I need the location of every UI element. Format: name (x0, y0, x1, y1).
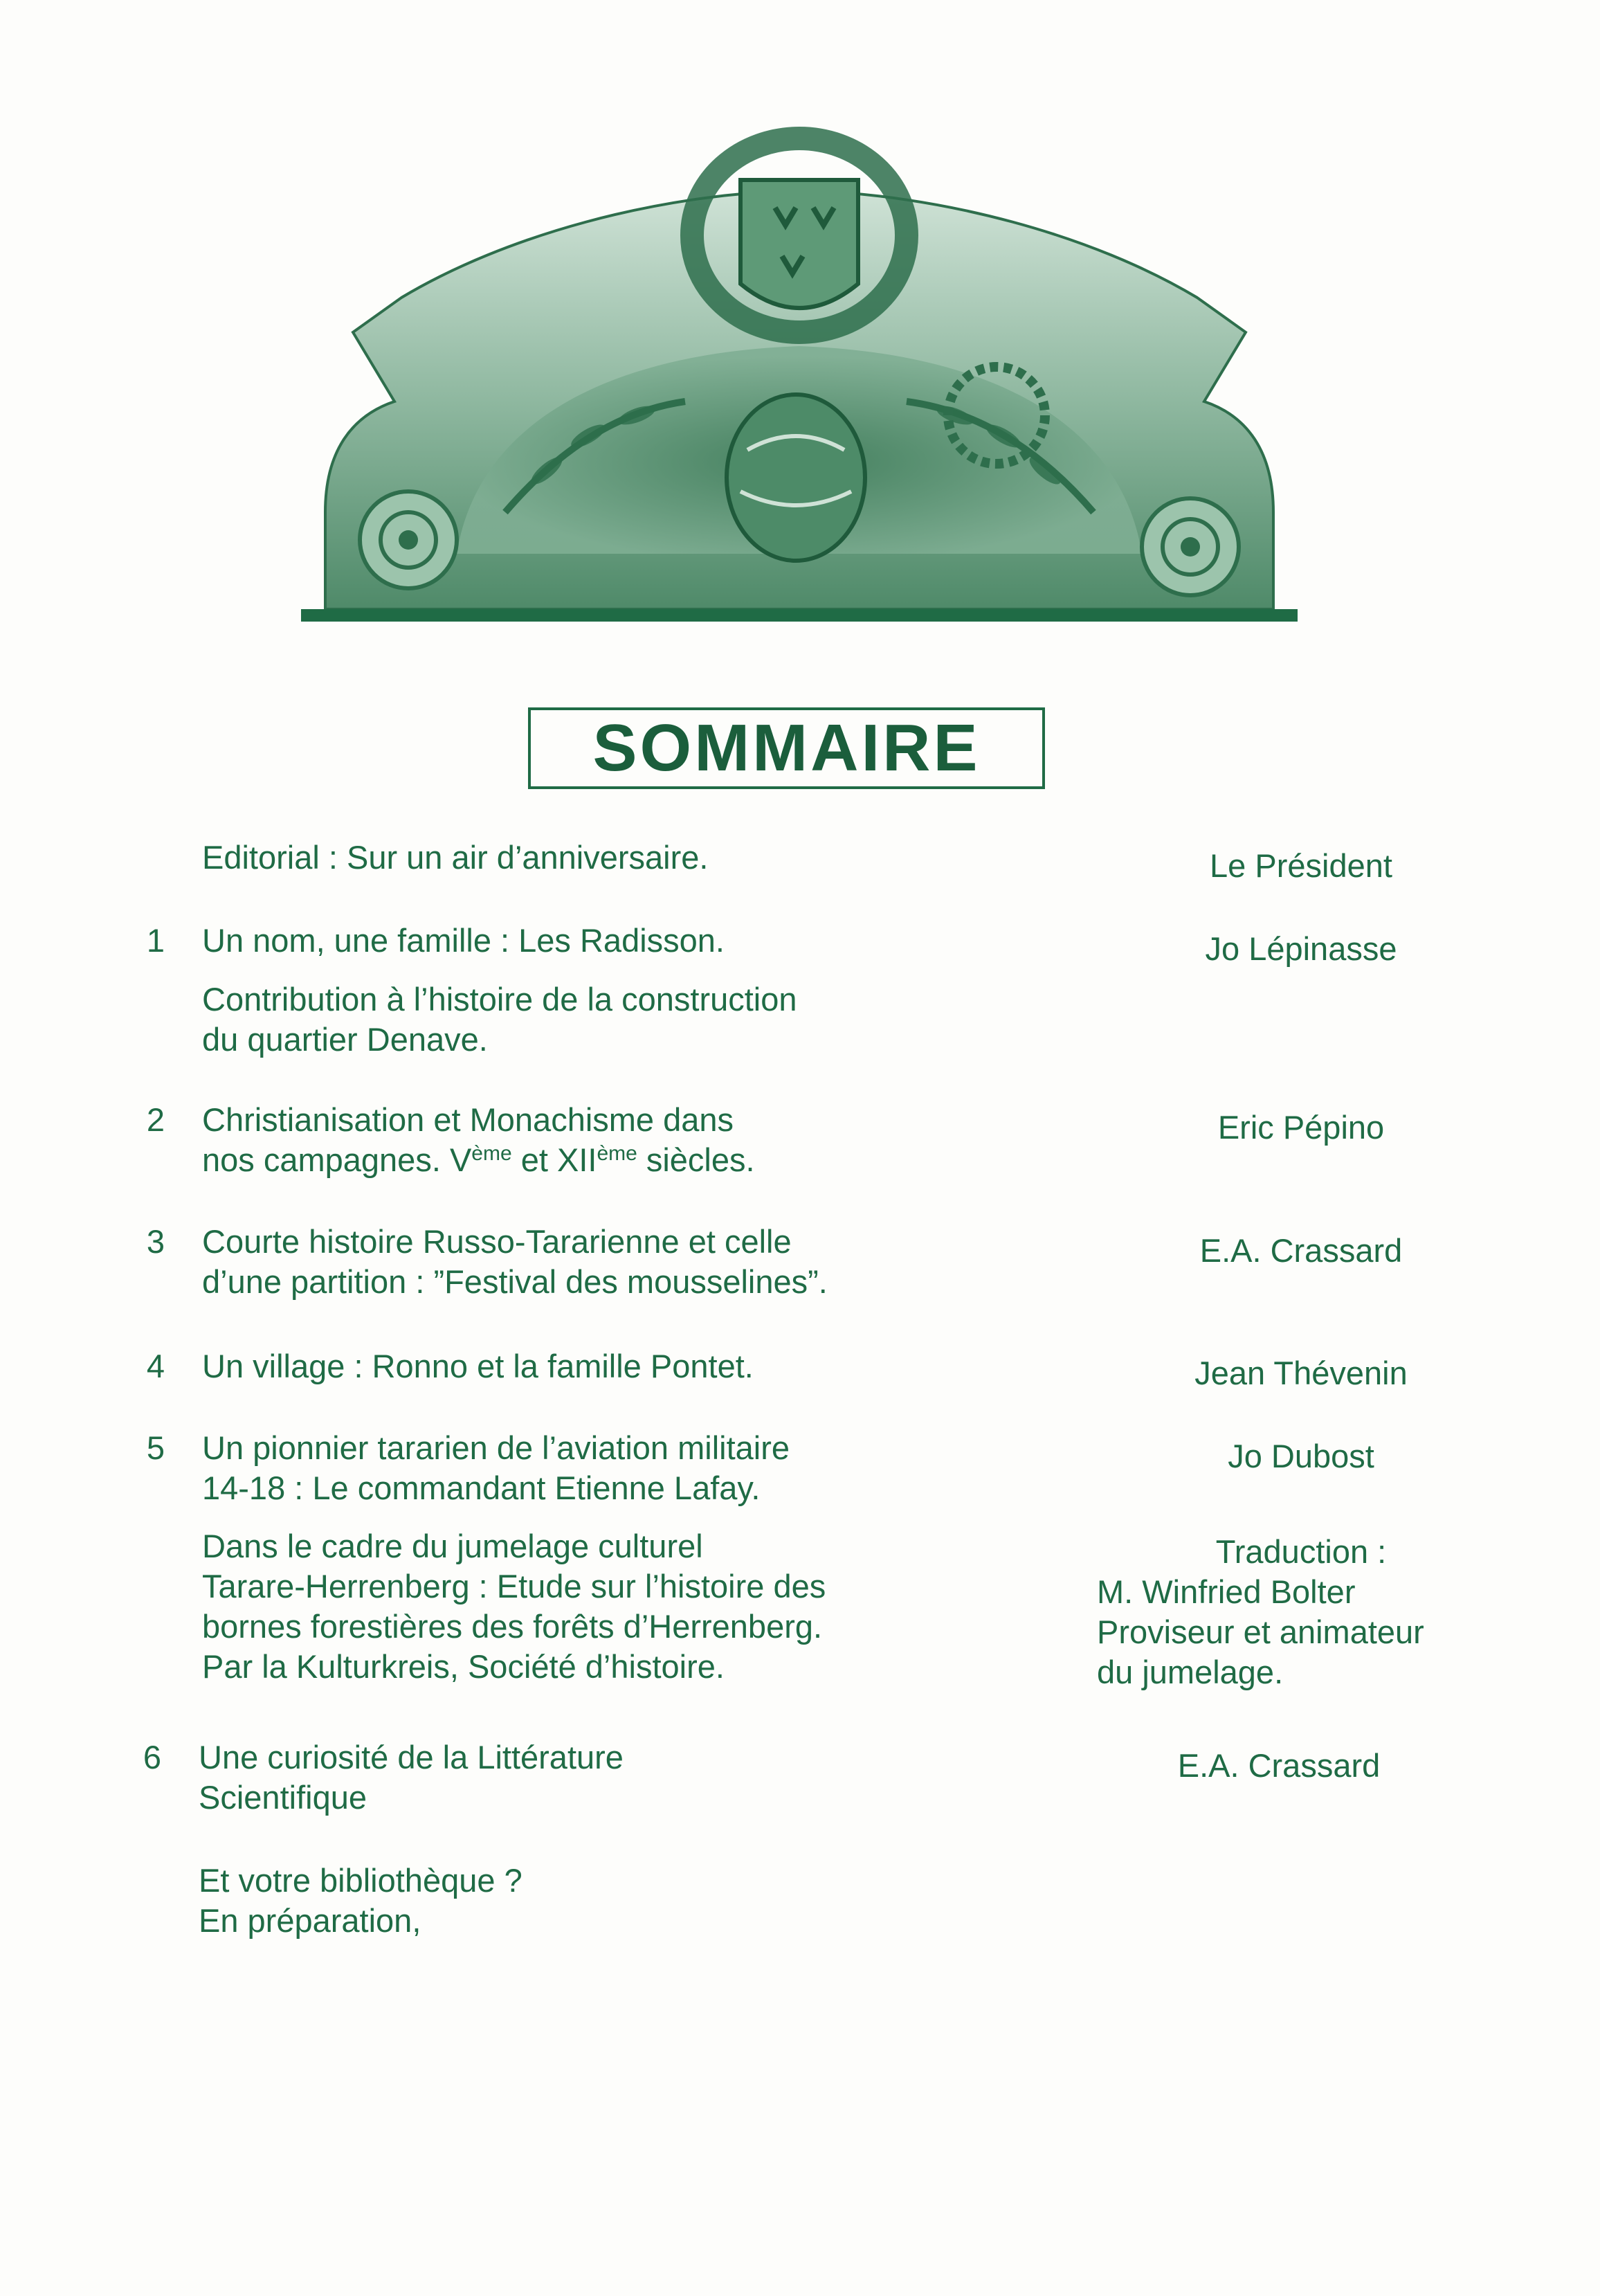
entry-line: Editorial : Sur un air d’anniversaire. (202, 839, 709, 876)
toc-entry-2 (202, 1100, 755, 1180)
entry-line: Dans le cadre du jumelage culturel (202, 1528, 703, 1564)
entry-line: Contribution à l’histoire de la construction (202, 981, 797, 1018)
toc-entry-editorial (202, 838, 708, 878)
entry-line: Par la Kulturkreis, Société d’histoire. (202, 1648, 725, 1685)
toc-entry-4 (202, 1346, 754, 1386)
entry-line: d’une partition : ”Festival des mousselines”. (202, 1263, 828, 1300)
entry-author-line: du jumelage. (1097, 1654, 1284, 1690)
toc-entry-5 (202, 1428, 790, 1508)
entry-author: Jean Thévenin (1194, 1355, 1408, 1391)
sommaire-title-box (528, 707, 1045, 789)
entry-line: Un nom, une famille : Les Radisson. (202, 922, 725, 959)
toc-entry-5-sub (202, 1526, 826, 1687)
carved-pediment-illustration (298, 125, 1301, 637)
toc-entry-bibliotheque (199, 1861, 522, 1941)
entry-line: Un pionnier tararien de l’aviation militaire (202, 1429, 790, 1466)
entry-line: nos campagnes. Vème et XIIème siècles. (202, 1141, 755, 1178)
entry-line: Et votre bibliothèque ? (199, 1862, 522, 1899)
entry-number: 2 (146, 1101, 165, 1138)
entry-line: Scientifique (199, 1779, 367, 1816)
entry-line: bornes forestières des forêts d’Herrenberg. (202, 1608, 823, 1645)
entry-author-line: Proviseur et animateur (1097, 1613, 1424, 1650)
entry-number: 4 (146, 1348, 165, 1384)
entry-author: E.A. Crassard (1177, 1747, 1381, 1784)
entry-line: Christianisation et Monachisme dans (202, 1101, 734, 1138)
entry-author: Traduction : (1215, 1533, 1387, 1570)
entry-line: Un village : Ronno et la famille Pontet. (202, 1348, 754, 1384)
entry-line: Une curiosité de la Littérature (199, 1739, 624, 1775)
toc-entry-3 (202, 1222, 828, 1302)
entry-author-line: M. Winfried Bolter (1097, 1573, 1356, 1610)
entry-number: 3 (146, 1223, 165, 1260)
entry-line: Courte histoire Russo-Tararienne et celle (202, 1223, 792, 1260)
toc-entry-1 (202, 921, 725, 961)
entry-author-block (1097, 1572, 1424, 1692)
entry-line: 14-18 : Le commandant Etienne Lafay. (202, 1470, 761, 1506)
entry-line: du quartier Denave. (202, 1021, 488, 1058)
page-title: SOMMAIRE (592, 711, 981, 785)
entry-author: Le Président (1210, 847, 1392, 884)
entry-number: 1 (146, 922, 165, 959)
entry-author: Jo Dubost (1228, 1438, 1374, 1474)
entry-author: Jo Lépinasse (1205, 930, 1397, 967)
entry-line: En préparation, (199, 1902, 421, 1939)
entry-author: E.A. Crassard (1199, 1232, 1403, 1269)
entry-line: Tarare-Herrenberg : Etude sur l’histoire des (202, 1568, 826, 1605)
entry-number: 6 (143, 1739, 162, 1775)
entry-author: Eric Pépino (1217, 1109, 1385, 1146)
toc-entry-6 (199, 1737, 624, 1818)
toc-entry-1-sub (202, 979, 797, 1060)
entry-number: 5 (146, 1429, 165, 1466)
